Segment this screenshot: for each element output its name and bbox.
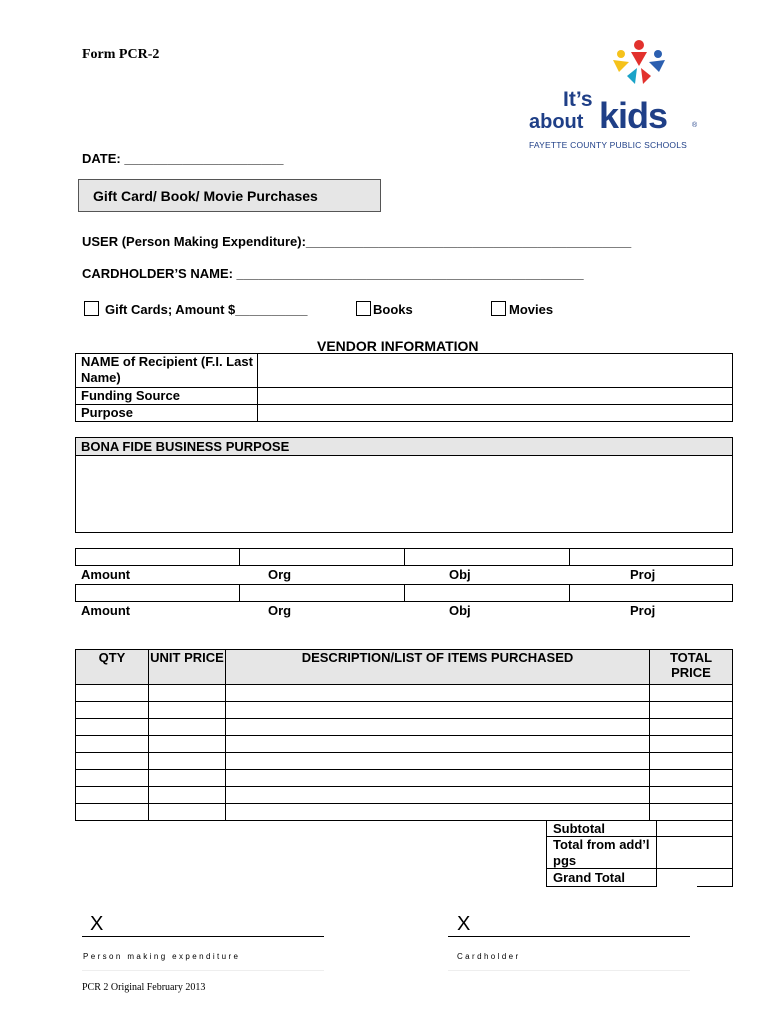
vendor-row <box>76 388 733 405</box>
section-title: Gift Card/ Book/ Movie Purchases <box>93 188 318 204</box>
divider <box>82 970 324 971</box>
unit-price-cell[interactable] <box>149 770 226 787</box>
description-cell[interactable] <box>226 702 650 719</box>
account-codes <box>75 548 733 620</box>
description-cell[interactable] <box>226 804 650 821</box>
vendor-input[interactable] <box>258 388 733 405</box>
logo-about: about <box>529 111 584 133</box>
vendor-title: VENDOR INFORMATION <box>317 338 479 354</box>
qty-cell[interactable] <box>76 787 149 804</box>
total-price-cell[interactable] <box>650 702 733 719</box>
grand-total-label: Grand Total <box>546 869 657 887</box>
description-cell[interactable] <box>226 736 650 753</box>
unit-price-cell[interactable] <box>149 719 226 736</box>
section-title-box <box>78 179 381 212</box>
bona-fide-box[interactable] <box>75 437 733 533</box>
gift-cards-label: Gift Cards; Amount $__________ <box>105 302 308 317</box>
obj-label: Obj <box>449 567 471 582</box>
description-cell[interactable] <box>226 787 650 804</box>
subtotal-value[interactable] <box>657 820 733 837</box>
logo-its: It’s <box>563 88 593 111</box>
account-input-row[interactable] <box>75 548 733 566</box>
person-signature-label: Person making expenditure <box>83 952 241 961</box>
total-price-cell[interactable] <box>650 685 733 702</box>
grand-total-value[interactable] <box>697 869 733 887</box>
description-cell[interactable] <box>226 719 650 736</box>
books-label: Books <box>373 302 413 317</box>
obj-label: Obj <box>449 603 471 618</box>
date-field[interactable]: DATE: ______________________ <box>82 151 284 166</box>
star-figures-icon <box>609 38 669 90</box>
cardholder-signature-label: Cardholder <box>457 952 521 961</box>
total-price-cell[interactable] <box>650 753 733 770</box>
cardholder-field[interactable]: CARDHOLDER’S NAME: ________________________________________________ <box>82 266 584 281</box>
gift-cards-checkbox[interactable] <box>84 301 99 316</box>
vendor-row <box>76 354 733 388</box>
movies-checkbox[interactable] <box>491 301 506 316</box>
total-from-value[interactable] <box>657 837 733 869</box>
qty-cell[interactable] <box>76 685 149 702</box>
total-price-cell[interactable] <box>650 787 733 804</box>
description-cell[interactable] <box>226 770 650 787</box>
qty-cell[interactable] <box>76 719 149 736</box>
amount-label: Amount <box>81 603 131 618</box>
item-row <box>76 685 733 702</box>
item-row <box>76 770 733 787</box>
proj-label: Proj <box>630 567 656 582</box>
qty-cell[interactable] <box>76 736 149 753</box>
vendor-input[interactable] <box>258 354 733 388</box>
proj-label: Proj <box>630 603 656 618</box>
totals-block <box>546 820 733 887</box>
total-price-cell[interactable] <box>650 804 733 821</box>
vendor-label: Funding Source <box>76 388 258 405</box>
qty-header: QTY <box>76 650 149 685</box>
cardholder-signature-line[interactable] <box>448 936 690 937</box>
description-cell[interactable] <box>226 753 650 770</box>
movies-label: Movies <box>509 302 554 317</box>
item-row <box>76 753 733 770</box>
bona-fide-title: BONA FIDE BUSINESS PURPOSE <box>76 438 732 456</box>
org-label: Org <box>268 603 292 618</box>
sig-x-mark: X <box>457 913 471 935</box>
qty-cell[interactable] <box>76 770 149 787</box>
subtotal-label: Subtotal <box>546 820 657 837</box>
org-label: Org <box>268 567 292 582</box>
total-price-cell[interactable] <box>650 719 733 736</box>
qty-cell[interactable] <box>76 753 149 770</box>
form-id: Form PCR-2 <box>82 47 160 62</box>
unit-price-cell[interactable] <box>149 753 226 770</box>
unit-price-cell[interactable] <box>149 804 226 821</box>
vendor-row <box>76 405 733 422</box>
account-label-row <box>75 566 733 584</box>
logo-reg: ® <box>692 122 698 129</box>
item-row <box>76 804 733 821</box>
divider <box>448 970 690 971</box>
item-row <box>76 787 733 804</box>
subtotal-row <box>546 820 733 837</box>
items-table <box>75 649 733 821</box>
total-from-row <box>546 837 733 869</box>
logo <box>525 38 705 156</box>
description-cell[interactable] <box>226 685 650 702</box>
total-price-header: TOTAL PRICE <box>650 650 733 685</box>
vendor-input[interactable] <box>258 405 733 422</box>
unit-price-header: UNIT PRICE <box>149 650 226 685</box>
account-input-row[interactable] <box>75 584 733 602</box>
qty-cell[interactable] <box>76 702 149 719</box>
sig-x-mark: X <box>90 913 104 935</box>
unit-price-cell[interactable] <box>149 787 226 804</box>
unit-price-cell[interactable] <box>149 736 226 753</box>
total-price-cell[interactable] <box>650 770 733 787</box>
logo-org: FAYETTE COUNTY PUBLIC SCHOOLS <box>529 140 688 150</box>
items-header-row <box>76 650 733 685</box>
footer-text: PCR 2 Original February 2013 <box>82 982 206 993</box>
vendor-label: NAME of Recipient (F.I. Last Name) <box>76 354 258 388</box>
user-field[interactable]: USER (Person Making Expenditure):_____________________________________________ <box>82 234 632 249</box>
vendor-label: Purpose <box>76 405 258 422</box>
person-signature-line[interactable] <box>82 936 324 937</box>
unit-price-cell[interactable] <box>149 685 226 702</box>
item-row <box>76 736 733 753</box>
qty-cell[interactable] <box>76 804 149 821</box>
total-from-label: Total from add’l pgs <box>546 837 657 869</box>
account-label-row <box>75 602 733 620</box>
description-header: DESCRIPTION/LIST OF ITEMS PURCHASED <box>226 650 650 685</box>
unit-price-cell[interactable] <box>149 702 226 719</box>
books-checkbox[interactable] <box>356 301 371 316</box>
item-row <box>76 702 733 719</box>
amount-label: Amount <box>81 567 131 582</box>
logo-kids: kids <box>599 95 668 136</box>
total-price-cell[interactable] <box>650 736 733 753</box>
grand-total-row <box>546 869 733 887</box>
item-row <box>76 719 733 736</box>
vendor-table <box>75 353 733 422</box>
